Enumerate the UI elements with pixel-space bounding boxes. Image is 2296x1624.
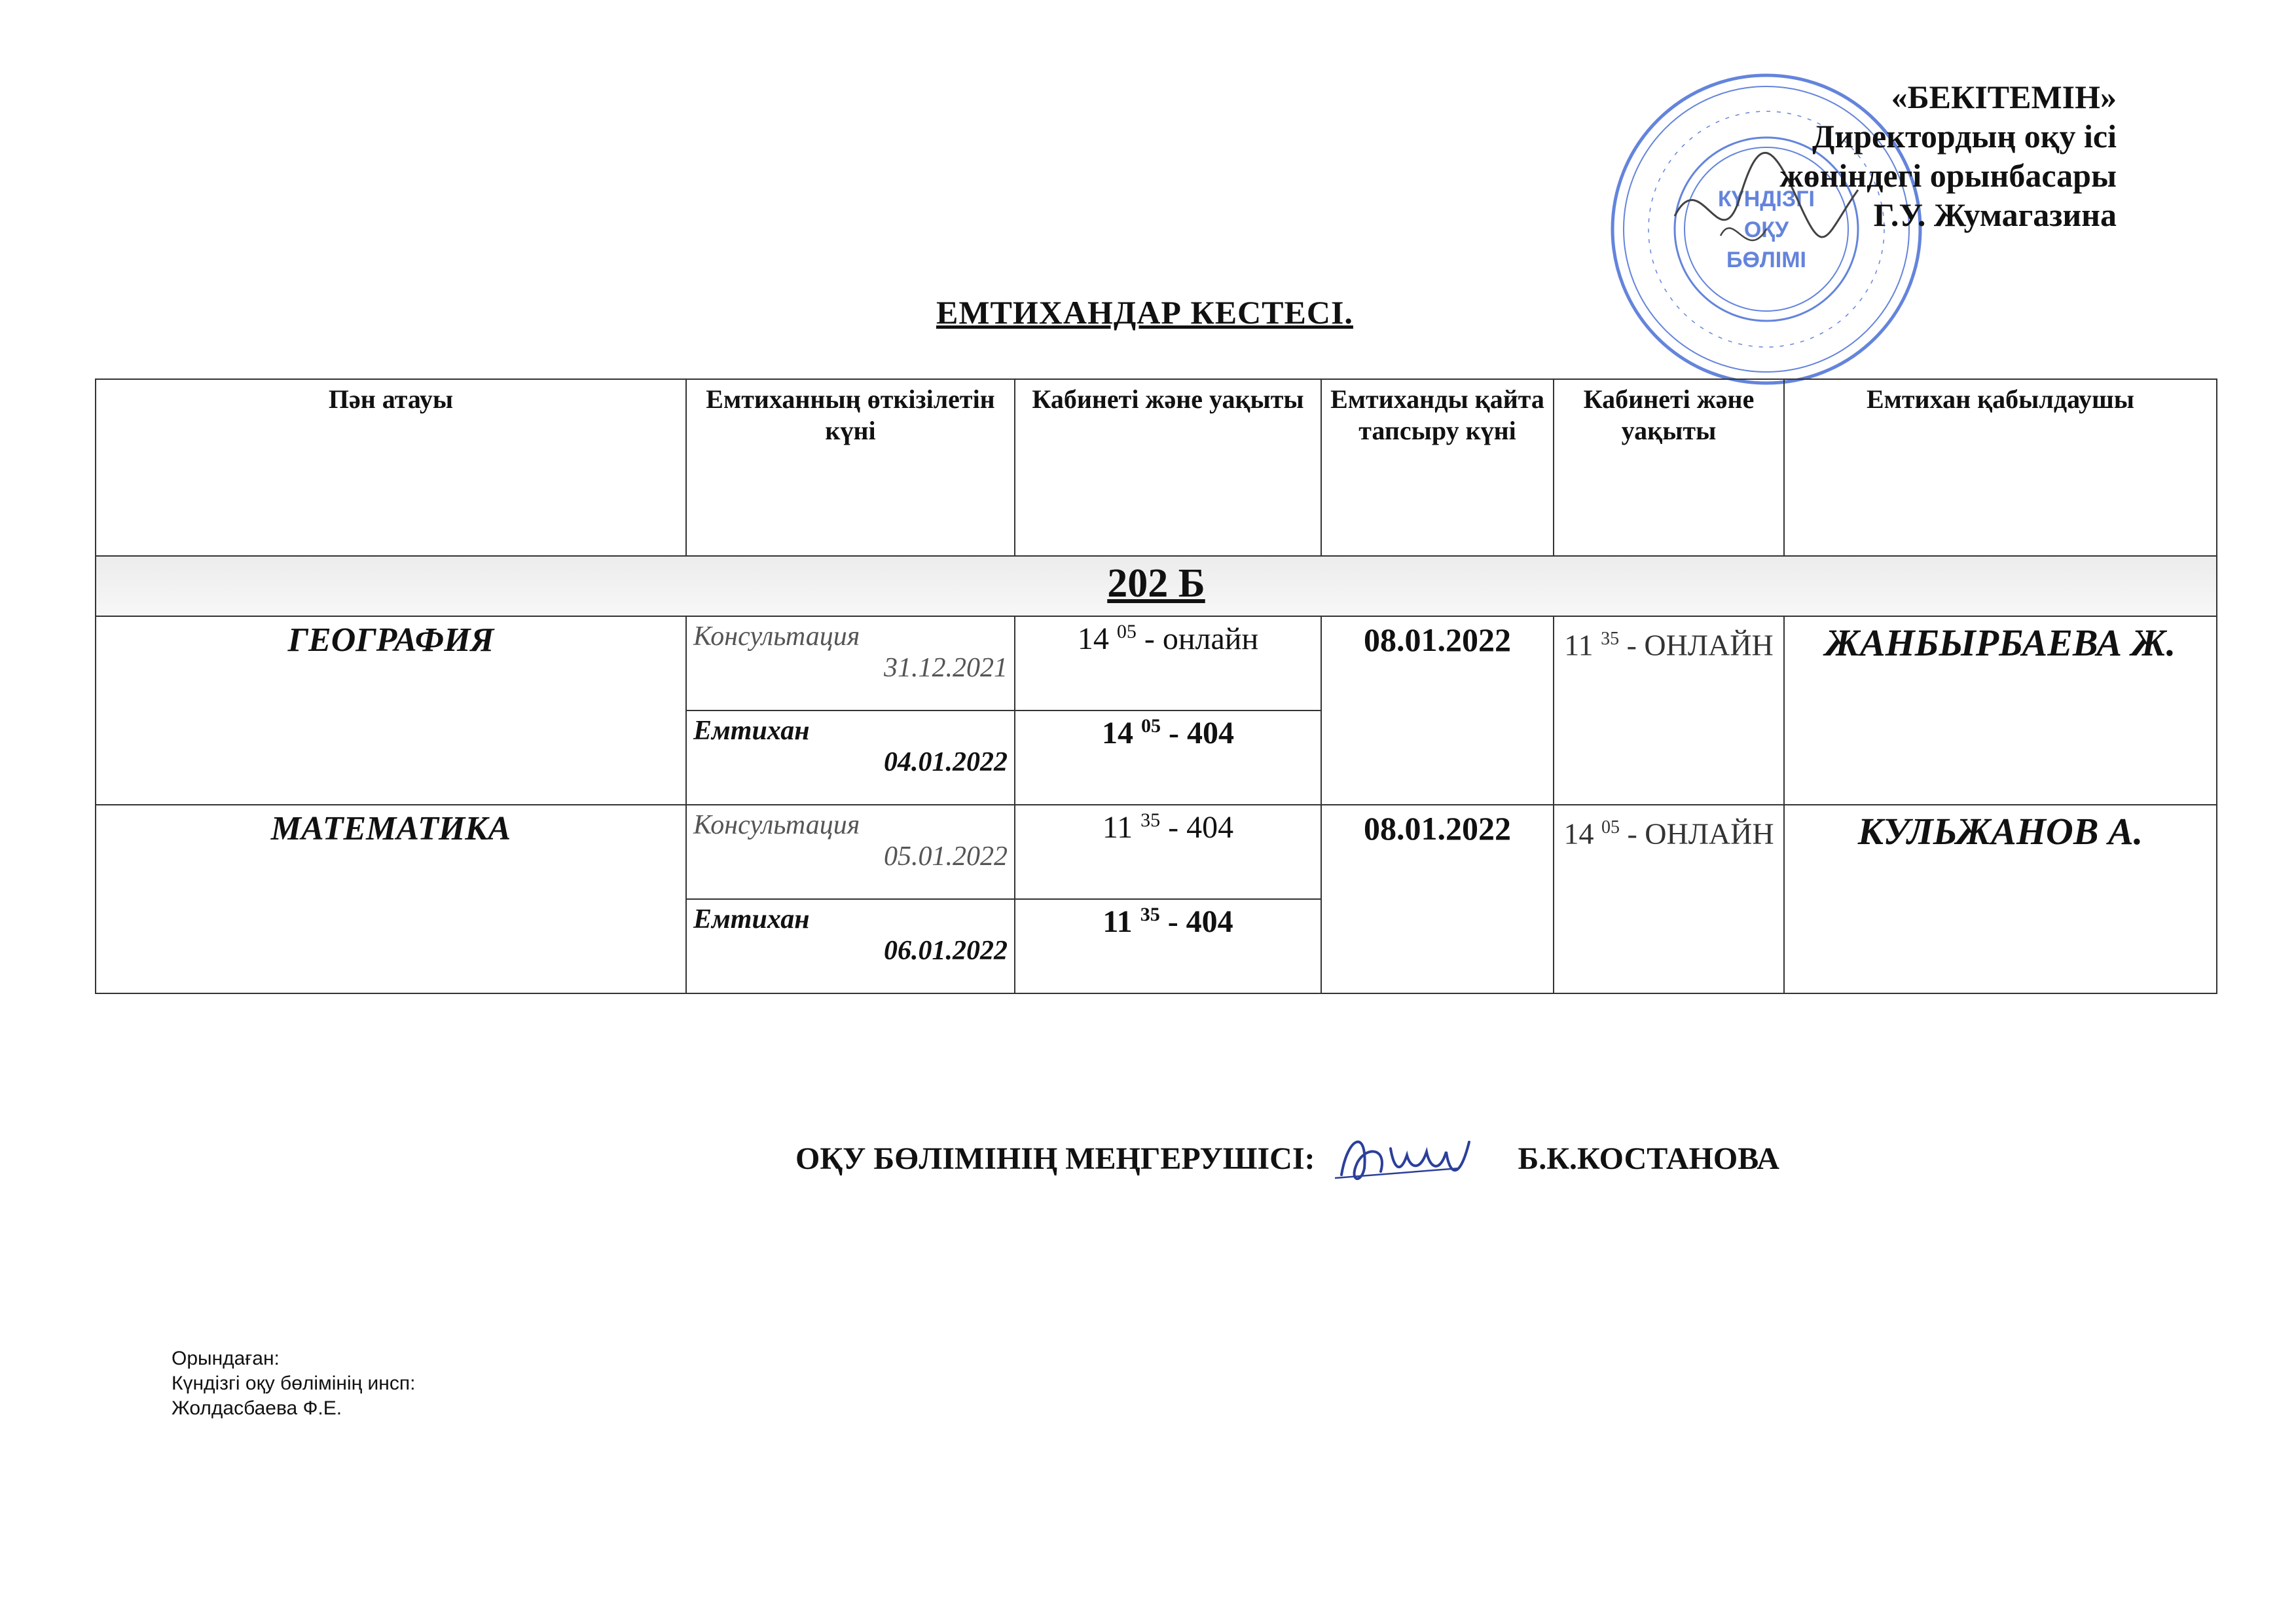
footer-prepared-by (172, 1346, 415, 1421)
footer-line-3: Жолдасбаева Ф.Е. (172, 1397, 342, 1419)
header-retake-date: Емтиханды қайта тапсыру күні (1321, 379, 1554, 556)
approval-heading: «БЕКІТЕМІН» (1891, 79, 2117, 115)
exam-time: 11 $^{35}$ - 404 (1015, 899, 1321, 993)
consultation-cell (686, 805, 1015, 899)
consultation-date: 05.01.2022 (884, 841, 1008, 872)
approval-position-1: Директордың оқу ісі (1812, 118, 2117, 155)
consultation-label: Консультация (693, 810, 860, 840)
exam-cell (686, 899, 1015, 993)
seal-text-3: БӨЛІМІ (1726, 248, 1806, 272)
exam-label: Емтихан (693, 716, 810, 746)
retake-time: 14 $^{05}$ - ОНЛАЙН (1554, 805, 1784, 993)
consultation-date: 31.12.2021 (884, 653, 1008, 683)
signoff-name: Б.К.КОСТАНОВА (1518, 1141, 1779, 1176)
exam-date: 06.01.2022 (884, 936, 1008, 966)
signature-image (1328, 1122, 1479, 1194)
exam-schedule-table (95, 378, 2217, 994)
approval-name: Г.У. Жумагазина (1873, 196, 2117, 233)
group-label: 202 Б (1107, 561, 1205, 606)
header-examiner: Емтихан қабылдаушы (1784, 379, 2217, 556)
header-exam-date: Емтиханның өткізілетін күні (686, 379, 1015, 556)
approval-block (1779, 77, 2117, 234)
exam-label: Емтихан (693, 904, 810, 934)
table-row (96, 616, 2217, 710)
exam-date: 04.01.2022 (884, 747, 1008, 777)
header-retake-room-time: Кабинеті және уақыты (1554, 379, 1784, 556)
seal-text-1: КҮНДІЗГІ (1718, 187, 1815, 212)
exam-time: 14 $^{05}$ - 404 (1015, 710, 1321, 805)
group-row (96, 556, 2217, 616)
document-title: ЕМТИХАНДАР КЕСТЕСІ. (936, 294, 1353, 331)
retake-time: 11 $^{35}$ - ОНЛАЙН (1554, 616, 1784, 805)
subject-name: ГЕОГРАФИЯ (96, 616, 686, 805)
exam-cell (686, 710, 1015, 805)
table-row (96, 805, 2217, 899)
subject-name: МАТЕМАТИКА (96, 805, 686, 993)
consultation-time: 11 $^{35}$ - 404 (1015, 805, 1321, 899)
examiner-name: ЖАНБЫРБАЕВА Ж. (1784, 616, 2217, 805)
approval-position-2: жөніндегі орынбасары (1779, 157, 2117, 194)
footer-line-1: Орындаған: (172, 1348, 280, 1369)
header-room-time: Кабинеті және уақыты (1015, 379, 1321, 556)
seal-text-2: ОҚУ (1743, 217, 1789, 242)
retake-date: 08.01.2022 (1321, 616, 1554, 805)
retake-date: 08.01.2022 (1321, 805, 1554, 993)
signoff-role: ОҚУ БӨЛІМІНІҢ МЕҢГЕРУШІСІ: (795, 1141, 1315, 1176)
consultation-label: Консультация (693, 621, 860, 652)
consultation-cell (686, 616, 1015, 710)
footer-line-2: Күндізгі оқу бөлімінің инсп: (172, 1373, 416, 1394)
header-subject: Пән атауы (96, 379, 686, 556)
signoff-line (795, 1122, 1779, 1194)
examiner-name: КУЛЬЖАНОВ А. (1784, 805, 2217, 993)
table-header-row (96, 379, 2217, 556)
consultation-time: 14 $^{05}$ - онлайн (1015, 616, 1321, 710)
